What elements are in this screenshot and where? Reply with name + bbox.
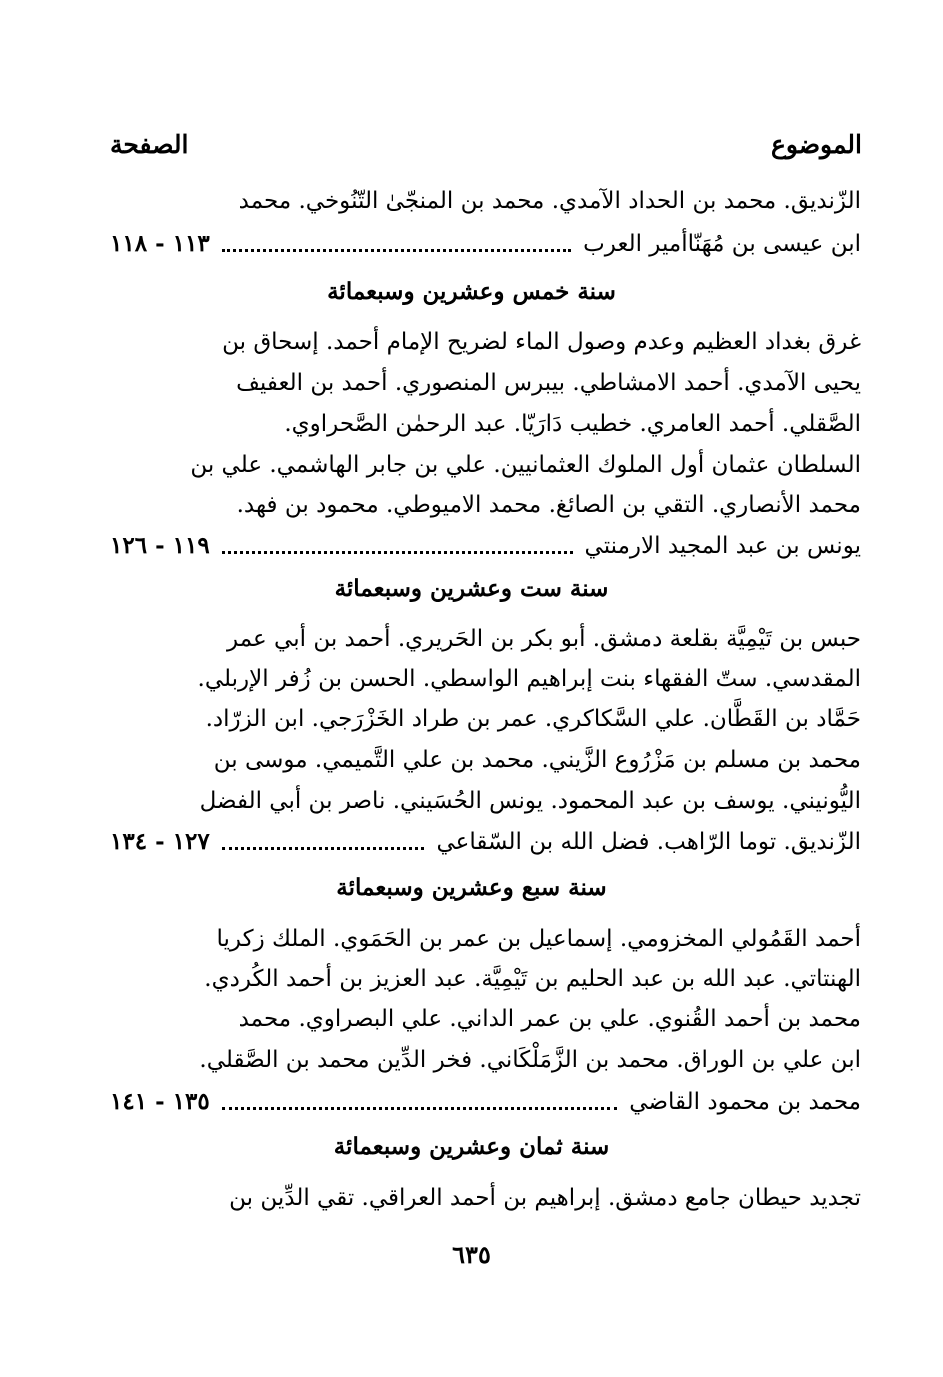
year-heading: سنة ست وعشرين وسبعمائة bbox=[334, 575, 609, 602]
column-header bbox=[110, 124, 862, 164]
entry-last-line bbox=[110, 824, 861, 860]
leader-dots bbox=[222, 249, 571, 252]
entry-line: محمد بن أحمد القُنوي. علي بن عمر الداني. علي البصراوي. محمد bbox=[238, 1006, 861, 1032]
page-column-label: الصفحة bbox=[110, 129, 189, 159]
year-heading: سنة ثمان وعشرين وسبعمائة bbox=[333, 1133, 610, 1160]
entry-line: الزّنديق. محمد بن الحداد الآمدي. محمد بن المنجّىٰ التّنُوخي. محمد bbox=[238, 188, 861, 214]
entry-last-line bbox=[110, 226, 861, 262]
entry-text: الزّنديق. توما الرّاهب. فضل الله بن السّقاعي bbox=[436, 829, 861, 855]
page-number: ٦٣٥ bbox=[452, 1240, 491, 1269]
year-heading: سنة سبع وعشرين وسبعمائة bbox=[336, 874, 607, 901]
entry-line: محمد بن مسلم بن مَزْرُوع الزَّيني. محمد بن علي التَّميمي. موسى بن bbox=[213, 747, 861, 773]
entry-line: غرق بغداد العظيم وعدم وصول الماء لضريح الإمام أحمد. إسحاق بن bbox=[222, 329, 861, 355]
entry-line: تجديد حيطان جامع دمشق. إبراهيم بن أحمد العراقي. تقي الدِّين بن bbox=[229, 1185, 861, 1211]
entry-line: يحيى الآمدي. أحمد الامشاطي. بيبرس المنصوري. أحمد بن العفيف bbox=[236, 370, 861, 396]
entry-last-line bbox=[110, 528, 861, 564]
leader-dots bbox=[222, 1107, 618, 1110]
entry-line: الصَّقلي. أحمد العامري. خطيب دَارَيّا. عبد الرحمٰن الصَّحراوي. bbox=[284, 411, 861, 437]
page-range: ١٢٧ - ١٣٤ bbox=[110, 828, 210, 855]
topic-column-label: الموضوع bbox=[771, 129, 862, 159]
entry-line: ابن علي بن الوراق. محمد بن الزَّمَلْكَاني. فخر الدِّين محمد بن الصَّقلي. bbox=[199, 1047, 861, 1073]
entry-text: يونس بن عبد المجيد الارمنتي bbox=[584, 533, 861, 559]
page-range: ١١٣ - ١١٨ bbox=[110, 230, 210, 257]
leader-dots bbox=[222, 847, 425, 850]
leader-dots bbox=[222, 551, 573, 554]
entry-line: الهنتاتي. عبد الله بن عبد الحليم بن تَيْمِيَّة. عبد العزيز بن أحمد الكُردي. bbox=[204, 966, 861, 992]
entry-line: محمد الأنصاري. التقي بن الصائغ. محمد الاميوطي. محمود بن فهد. bbox=[236, 492, 861, 518]
page-range: ١٣٥ - ١٤١ bbox=[110, 1088, 210, 1115]
entry-text: ابن عيسى بن مُهَنّاأمير العرب bbox=[583, 231, 861, 257]
entry-line: أحمد القَمُولي المخزومي. إسماعيل بن عمر بن الحَمَوي. الملك زكريا bbox=[216, 926, 861, 952]
entry-text: محمد بن محمود القاضي bbox=[629, 1089, 861, 1115]
page-range: ١١٩ - ١٢٦ bbox=[110, 532, 210, 559]
entry-line: المقدسي. ستّ الفقهاء بنت إبراهيم الواسطي. الحسن بن زُفر الإربلي. bbox=[197, 666, 861, 692]
entry-last-line bbox=[110, 1084, 861, 1120]
entry-line: السلطان عثمان أول الملوك العثمانيين. علي بن جابر الهاشمي. علي بن bbox=[190, 452, 861, 478]
entry-line: حبس بن تَيْمِيَّة بقلعة دمشق. أبو بكر بن الحَريري. أحمد بن أبي عمر bbox=[227, 626, 861, 652]
entry-line: اليُّونيني. يوسف بن عبد المحمود. يونس الحُسَيني. ناصر بن أبي الفضل bbox=[199, 788, 861, 814]
year-heading: سنة خمس وعشرين وسبعمائة bbox=[327, 278, 616, 305]
entry-line: حَمَّاد بن القَطَّان. علي السَّكاكري. عمر بن طراد الخَزْرَجي. ابن الزرّاد. bbox=[205, 706, 861, 732]
